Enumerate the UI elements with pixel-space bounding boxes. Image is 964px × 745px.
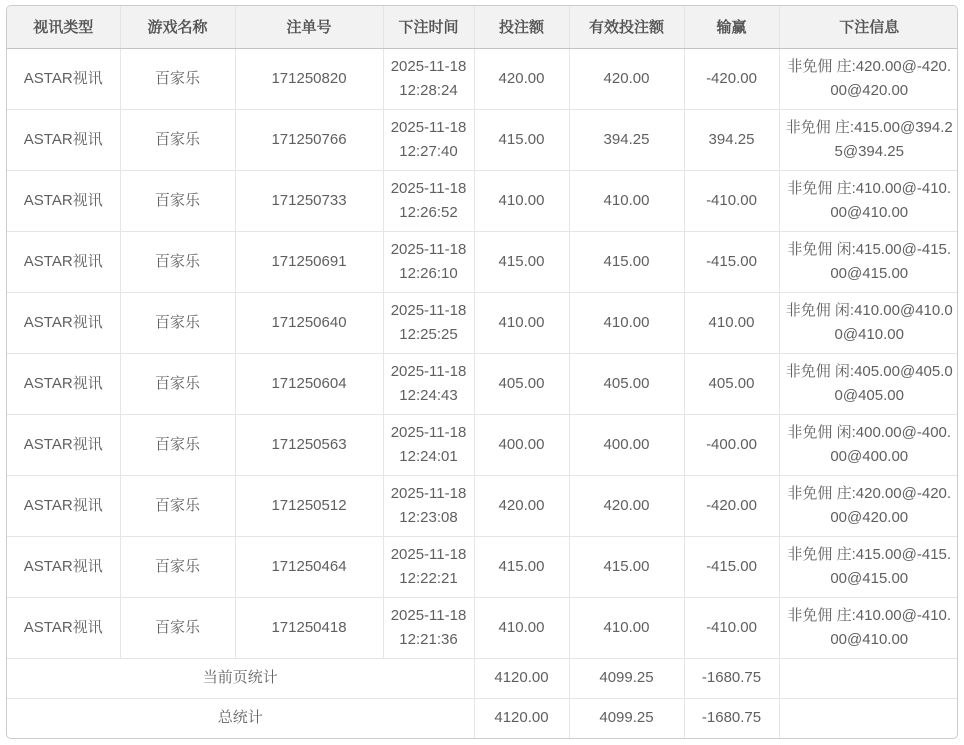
total-summary-valid-bet-amount: 4099.25 (569, 698, 684, 738)
cell-game-name: 百家乐 (120, 475, 235, 536)
cell-valid-bet-amount: 420.00 (569, 475, 684, 536)
cell-video-type: ASTAR视讯 (7, 48, 120, 109)
cell-win-loss: 394.25 (684, 109, 779, 170)
page-summary-win-loss: -1680.75 (684, 658, 779, 698)
cell-game-name: 百家乐 (120, 414, 235, 475)
cell-bet-amount: 405.00 (474, 353, 569, 414)
cell-bet-amount: 410.00 (474, 597, 569, 658)
cell-bet-info: 非免佣 闲:400.00@-400.00@400.00 (779, 414, 958, 475)
cell-bet-id: 171250691 (235, 231, 383, 292)
total-summary-row (7, 698, 958, 738)
cell-bet-info: 非免佣 闲:415.00@-415.00@415.00 (779, 231, 958, 292)
cell-bet-info: 非免佣 庄:420.00@-420.00@420.00 (779, 48, 958, 109)
cell-bet-time: 2025-11-18 12:23:08 (383, 475, 474, 536)
col-header-video-type: 视讯类型 (7, 6, 120, 48)
cell-game-name: 百家乐 (120, 48, 235, 109)
cell-bet-id: 171250733 (235, 170, 383, 231)
table-body (7, 48, 958, 658)
cell-bet-time: 2025-11-18 12:24:43 (383, 353, 474, 414)
cell-win-loss: -415.00 (684, 536, 779, 597)
cell-bet-info: 非免佣 闲:405.00@405.00@405.00 (779, 353, 958, 414)
cell-bet-amount: 410.00 (474, 170, 569, 231)
cell-win-loss: -410.00 (684, 597, 779, 658)
cell-valid-bet-amount: 415.00 (569, 231, 684, 292)
cell-bet-amount: 415.00 (474, 231, 569, 292)
page-summary-label: 当前页统计 (7, 658, 474, 698)
page-summary-bet-amount: 4120.00 (474, 658, 569, 698)
cell-game-name: 百家乐 (120, 170, 235, 231)
cell-bet-info: 非免佣 庄:415.00@394.25@394.25 (779, 109, 958, 170)
col-header-bet-amount: 投注额 (474, 6, 569, 48)
cell-bet-id: 171250766 (235, 109, 383, 170)
cell-video-type: ASTAR视讯 (7, 597, 120, 658)
cell-bet-time: 2025-11-18 12:26:52 (383, 170, 474, 231)
table-row (7, 414, 958, 475)
cell-win-loss: 405.00 (684, 353, 779, 414)
cell-video-type: ASTAR视讯 (7, 109, 120, 170)
cell-bet-id: 171250640 (235, 292, 383, 353)
col-header-valid-bet-amount: 有效投注额 (569, 6, 684, 48)
cell-bet-amount: 420.00 (474, 475, 569, 536)
cell-video-type: ASTAR视讯 (7, 170, 120, 231)
cell-video-type: ASTAR视讯 (7, 536, 120, 597)
cell-bet-id: 171250820 (235, 48, 383, 109)
bet-records-table (7, 6, 958, 738)
cell-bet-id: 171250512 (235, 475, 383, 536)
col-header-bet-info: 下注信息 (779, 6, 958, 48)
cell-bet-amount: 415.00 (474, 109, 569, 170)
table-row (7, 353, 958, 414)
cell-valid-bet-amount: 405.00 (569, 353, 684, 414)
total-summary-bet-info (779, 698, 958, 738)
cell-game-name: 百家乐 (120, 231, 235, 292)
cell-game-name: 百家乐 (120, 536, 235, 597)
table-row (7, 48, 958, 109)
cell-bet-id: 171250604 (235, 353, 383, 414)
cell-valid-bet-amount: 394.25 (569, 109, 684, 170)
cell-valid-bet-amount: 420.00 (569, 48, 684, 109)
cell-bet-amount: 410.00 (474, 292, 569, 353)
col-header-bet-id: 注单号 (235, 6, 383, 48)
total-summary-label: 总统计 (7, 698, 474, 738)
cell-bet-info: 非免佣 庄:410.00@-410.00@410.00 (779, 170, 958, 231)
cell-win-loss: -400.00 (684, 414, 779, 475)
cell-bet-info: 非免佣 庄:410.00@-410.00@410.00 (779, 597, 958, 658)
cell-video-type: ASTAR视讯 (7, 475, 120, 536)
bet-records-table-container (6, 5, 958, 739)
table-row (7, 231, 958, 292)
cell-game-name: 百家乐 (120, 292, 235, 353)
table-row (7, 475, 958, 536)
cell-valid-bet-amount: 410.00 (569, 597, 684, 658)
cell-game-name: 百家乐 (120, 597, 235, 658)
cell-bet-time: 2025-11-18 12:24:01 (383, 414, 474, 475)
cell-bet-id: 171250464 (235, 536, 383, 597)
cell-valid-bet-amount: 400.00 (569, 414, 684, 475)
page-summary-bet-info (779, 658, 958, 698)
cell-bet-info: 非免佣 庄:415.00@-415.00@415.00 (779, 536, 958, 597)
cell-video-type: ASTAR视讯 (7, 353, 120, 414)
cell-bet-id: 171250418 (235, 597, 383, 658)
cell-win-loss: -420.00 (684, 48, 779, 109)
cell-bet-time: 2025-11-18 12:28:24 (383, 48, 474, 109)
page-summary-valid-bet-amount: 4099.25 (569, 658, 684, 698)
cell-win-loss: -420.00 (684, 475, 779, 536)
cell-valid-bet-amount: 410.00 (569, 292, 684, 353)
cell-valid-bet-amount: 410.00 (569, 170, 684, 231)
total-summary-win-loss: -1680.75 (684, 698, 779, 738)
table-row (7, 109, 958, 170)
cell-bet-time: 2025-11-18 12:22:21 (383, 536, 474, 597)
page-summary-row (7, 658, 958, 698)
cell-valid-bet-amount: 415.00 (569, 536, 684, 597)
cell-bet-info: 非免佣 庄:420.00@-420.00@420.00 (779, 475, 958, 536)
cell-video-type: ASTAR视讯 (7, 414, 120, 475)
cell-video-type: ASTAR视讯 (7, 292, 120, 353)
cell-bet-amount: 420.00 (474, 48, 569, 109)
cell-win-loss: 410.00 (684, 292, 779, 353)
col-header-win-loss: 输赢 (684, 6, 779, 48)
table-row (7, 170, 958, 231)
cell-game-name: 百家乐 (120, 353, 235, 414)
cell-win-loss: -415.00 (684, 231, 779, 292)
cell-video-type: ASTAR视讯 (7, 231, 120, 292)
cell-bet-time: 2025-11-18 12:27:40 (383, 109, 474, 170)
cell-bet-info: 非免佣 闲:410.00@410.00@410.00 (779, 292, 958, 353)
cell-bet-amount: 400.00 (474, 414, 569, 475)
total-summary-bet-amount: 4120.00 (474, 698, 569, 738)
cell-bet-time: 2025-11-18 12:21:36 (383, 597, 474, 658)
table-header (7, 6, 958, 48)
cell-game-name: 百家乐 (120, 109, 235, 170)
table-row (7, 292, 958, 353)
col-header-bet-time: 下注时间 (383, 6, 474, 48)
col-header-game-name: 游戏名称 (120, 6, 235, 48)
cell-bet-time: 2025-11-18 12:26:10 (383, 231, 474, 292)
table-footer (7, 658, 958, 738)
cell-win-loss: -410.00 (684, 170, 779, 231)
cell-bet-time: 2025-11-18 12:25:25 (383, 292, 474, 353)
table-row (7, 597, 958, 658)
table-row (7, 536, 958, 597)
header-row (7, 6, 958, 48)
cell-bet-id: 171250563 (235, 414, 383, 475)
cell-bet-amount: 415.00 (474, 536, 569, 597)
